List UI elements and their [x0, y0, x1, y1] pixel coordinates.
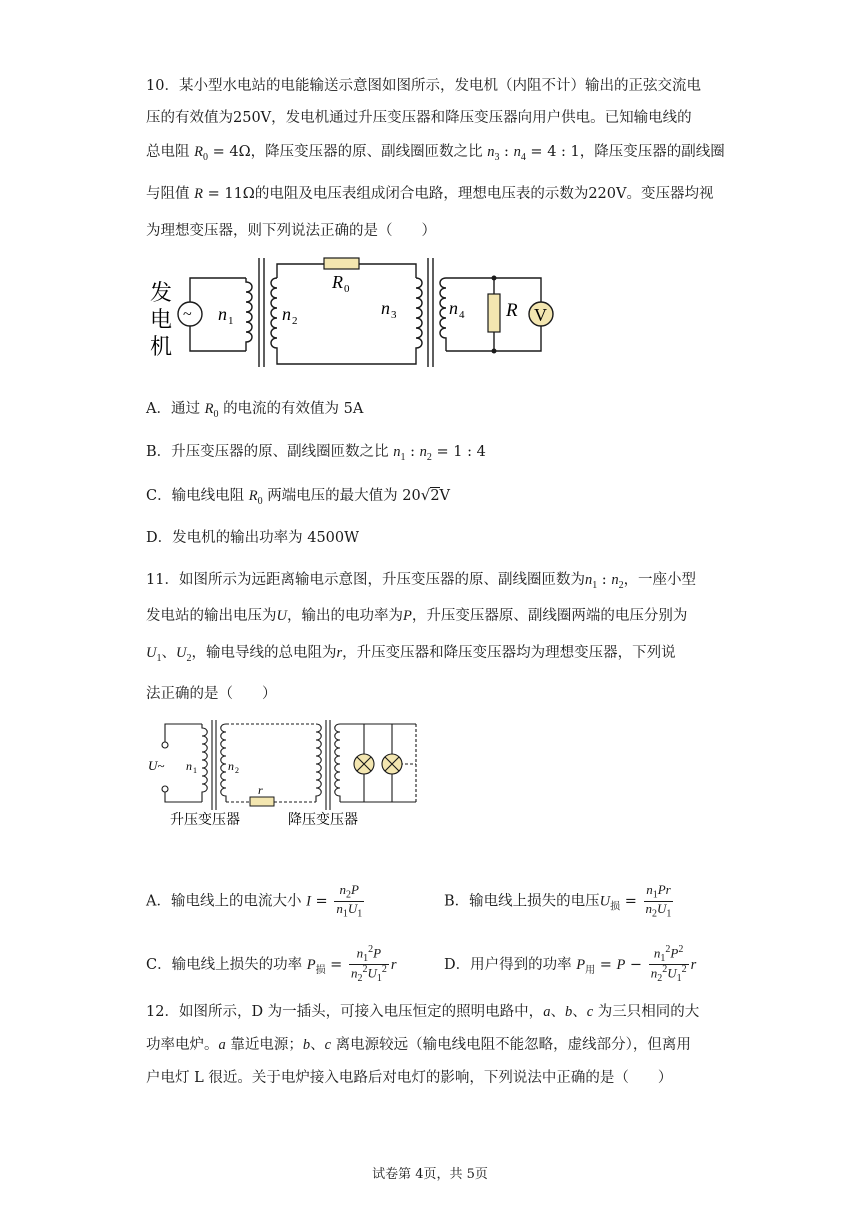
q11-option-c[interactable]: C．输电线上损失的功率 $P_损$ = $\frac{n_1^2P}{n_2^2U_1^2}$ r — [146, 944, 397, 985]
q11-option-a[interactable]: A．输电线上的电流大小 I = $\frac{n_2P}{n_1U_1}$ — [146, 882, 363, 920]
svg-text:r: r — [258, 783, 263, 797]
r0-resistor — [324, 258, 359, 269]
ac-source-icon: ~ — [183, 306, 192, 323]
q10-line-4: 与阻值 R = 11Ω的电阻及电压表组成闭合电路，理想电压表的示数为220V。变压器均视 — [146, 186, 714, 202]
svg-text:4: 4 — [459, 309, 465, 321]
q12-line-1: 12．如图所示，D 为一插头，可接入电压恒定的照明电路中，a、b、c 为三只相同的大 — [146, 1004, 700, 1020]
q11-line-2: 发电站的输出电压为U，输出的电功率为P，升压变压器原、副线圈两端的电压分别为 — [146, 608, 688, 624]
svg-text:n: n — [218, 304, 227, 324]
q11-line-3: $U_1$、$U_2$，输电导线的总电阻为r，升压变压器和降压变压器均为理想变压器，下列说 — [146, 645, 676, 664]
r-line-resistor — [250, 797, 274, 806]
q10-line-1: 10．某小型水电站的电能输送示意图如图所示，发电机（内阻不计）输出的正弦交流电 — [146, 78, 701, 94]
svg-text:1: 1 — [228, 315, 234, 327]
q11-option-b[interactable]: B．输电线上损失的电压$U_损$ = $\frac{n_1Pr}{n_2U_1}$ — [444, 882, 672, 920]
q10-option-d[interactable]: D．发电机的输出功率为 4500W — [146, 530, 360, 546]
q12-line-3: 户电灯 L 很近。关于电炉接入电路后对电灯的影响，下列说法中正确的是（ ） — [146, 1070, 673, 1086]
r-resistor — [488, 294, 500, 332]
svg-text:降压变压器: 降压变压器 — [288, 812, 358, 828]
svg-text:电: 电 — [150, 308, 173, 333]
q10-option-c[interactable]: C．输电线电阻 $R_0$ 两端电压的最大值为 20√2V — [146, 486, 451, 507]
svg-text:V: V — [534, 305, 547, 325]
lamp-icon — [354, 754, 374, 774]
q10-option-a[interactable]: A．通过 $R_0$ 的电流的有效值为 5A — [146, 401, 364, 420]
svg-text:0: 0 — [344, 283, 350, 295]
svg-text:升压变压器: 升压变压器 — [170, 812, 240, 828]
svg-text:U~: U~ — [148, 758, 165, 773]
q11-line-4: 法正确的是（ ） — [146, 686, 277, 702]
q10-circuit-diagram — [146, 252, 566, 372]
svg-text:2: 2 — [235, 766, 239, 775]
svg-text:2: 2 — [292, 315, 298, 327]
svg-text:机: 机 — [150, 335, 173, 360]
q10-option-b[interactable]: B．升压变压器的原、副线圈匝数之比 $n_1$ : $n_2 = 1$ : 4 — [146, 444, 486, 463]
q11-line-1: 11．如图所示为远距离输电示意图，升压变压器的原、副线圈匝数为$n_1$ : $n_2$，一座小型 — [146, 572, 697, 591]
q11-circuit-diagram — [146, 718, 436, 836]
q11-option-d[interactable]: D．用户得到的功率 $P_用 = P$ − $\frac{n_1^2P^2}{n_2^2U_1^2}$ r — [444, 944, 697, 985]
q10-line-5: 为理想变压器，则下列说法正确的是（ ） — [146, 223, 436, 239]
svg-text:3: 3 — [391, 309, 397, 321]
svg-text:n: n — [186, 759, 192, 773]
svg-text:R: R — [332, 272, 343, 292]
svg-text:发: 发 — [150, 281, 173, 306]
svg-text:R: R — [506, 300, 518, 321]
q10-line-2: 压的有效值为250V，发电机通过升压变压器和降压变压器向用户供电。已知输电线的 — [146, 110, 692, 126]
svg-text:n: n — [282, 304, 291, 324]
svg-text:1: 1 — [193, 766, 197, 775]
svg-text:n: n — [449, 298, 458, 318]
svg-text:n: n — [381, 298, 390, 318]
svg-text:n: n — [228, 759, 234, 773]
lamp-icon — [382, 754, 402, 774]
q10-line-3: 总电阻 $R_0 = 4\Omega$，降压变压器的原、副线圈匝数之比 $n_3$ : $n_4 = 4$ : 1，降压变压器的副线圈 — [146, 144, 725, 163]
page-footer: 试卷第 4页，共 5页 — [372, 1167, 488, 1182]
q12-line-2: 功率电炉。a 靠近电源；b、c 离电源较远（输电线电阻不能忽略，虚线部分），但离用 — [146, 1037, 691, 1053]
